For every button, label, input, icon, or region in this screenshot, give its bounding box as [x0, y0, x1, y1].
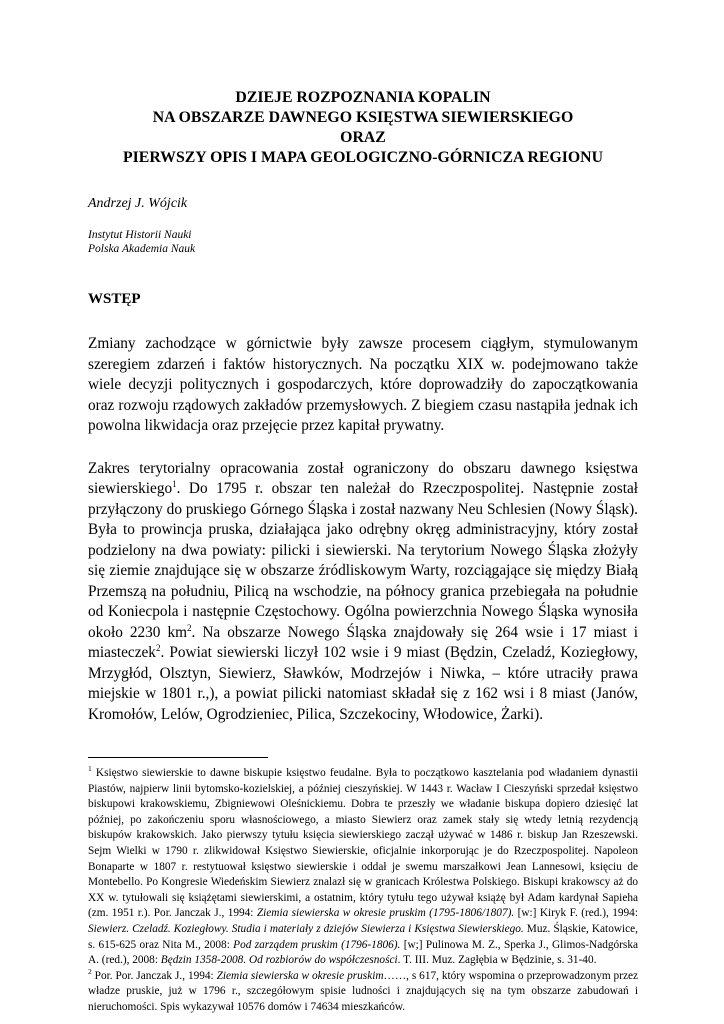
- footnote-text: [w;] Pulinowa M. Z., Sperka J., Glimos-Nadgórska A. (red.), 2008:: [88, 938, 638, 967]
- footnotes: [88, 766, 638, 1016]
- title-line: NA OBSZARZE DAWNEGO KSIĘSTWA SIEWIERSKIEGO: [152, 109, 574, 126]
- paragraph-text: . Na obszarze Nowego Śląska znajdowały się 264 wsie i 17 miast i miasteczek: [88, 623, 638, 661]
- footnote-text: [w:] Kiryk F. (red.), 1994:: [514, 907, 638, 920]
- footnote-ref-2[interactable]: 2: [155, 642, 161, 653]
- footnote-citation: Ziemia siewierska w okresie pruskim: [216, 969, 384, 982]
- footnote-text: Muz. Śląskie, Katowice, s. 615-625 oraz Nita M., 2008:: [88, 922, 638, 951]
- footnote-number: 2: [88, 966, 92, 976]
- footnote-citation: Pod zarządem pruskim (1796-1806).: [233, 938, 401, 951]
- paragraph-text: . Powiat siewierski liczył 102 wsie i 9 miast (Będzin, Czeladź, Koziegłowy, Mrzygłód, Olsztyn, Siewierz, Sławków, Modrzejów i Niwka, – które utraciły prawa miejskie w 1801 r.,), a powiat pilicki natomiast składał się z 162 wsi i 8 miast (Janów, Kromołów, Lelów, Ogrodzieniec, Pilica, Szczekociny, Włodowice, Żarki).: [88, 644, 638, 723]
- footnote-text: Księstwo siewierskie to dawne biskupie księstwo feudalne. Była to początkowo kasztelania pod władaniem dynastii Piastów, najpierw linii bytomsko-kozielskiej, a później cieszyńskiej. W 1443 r. Wacław I Cieszyński sprzedał księstwo biskupowi krakowskiemu, Zbigniewowi Oleśnickiemu. Dobra te przeszły we władanie biskupa dopiero dziesięć lat później, po zakończeniu sporu własnościowego, a miasto Siewierz oraz zamek stały się wtedy letnią rezydencją biskupów krakowskich. Jako pierwszy tytułu księcia siewierskiego zaczął używać w 1486 r. biskup Jan Rzeszewski. Sejm Wielki w 1790 r. zlikwidował Księstwo Siewierskie, oficjalnie inkorporując je do Rzeczpospolitej. Napoleon Bonaparte w 1807 r. restytuował księstwo siewierskie i oddał je swemu marszałkowi Jean Lannesowi, księciu de Montebello. Po Kongresie Wiedeńskim Siewierz znalazł się w granicach Królestwa Polskiego. Biskupi krakowscy aż do XX w. tytułowali się książętami siewierskimi, a ostatnim, który tytułu tego używał książę był Adam kardynał Sapieha (zm. 1951 r.). Por. Janczak J., 1994:: [88, 767, 638, 920]
- footnote-2: [88, 966, 639, 1016]
- superscript-2: 2: [187, 622, 192, 633]
- footnote-citation: Będzin 1358-2008. Od rozbiorów do współczesności: [160, 954, 398, 967]
- footnote-ref-1[interactable]: 1: [172, 478, 177, 489]
- footnote-1: [88, 766, 638, 969]
- footnote-citation: Siewierz. Czeladź. Koziegłowy. Studia i materiały z dziejów Siewierza i Księstwa Siewierskiego.: [88, 922, 524, 935]
- document-page: [88, 88, 638, 1016]
- title-line: DZIEJE ROZPOZNANIA KOPALIN: [235, 89, 491, 106]
- footnote-number: 1: [88, 764, 92, 774]
- paragraph: [88, 459, 638, 726]
- paragraph-text: Zakres terytorialny opracowania został ograniczony do obszaru dawnego księstwa siewierskiego: [88, 459, 638, 497]
- paper-title: [88, 88, 638, 168]
- title-line: PIERWSZY OPIS I MAPA GEOLOGICZNO-GÓRNICZA REGIONU: [123, 149, 603, 166]
- affiliation: [88, 228, 638, 256]
- footnote-text: Por. Por. Janczak J., 1994:: [91, 969, 217, 982]
- footnote-text: . T. III. Muz. Zagłębia w Będzinie, s. 31-40.: [397, 954, 597, 967]
- paragraph-text: . Do 1795 r. obszar ten należał do Rzeczpospolitej. Następnie został przyłączony do pruskiego Górnego Śląska i został nazwany Neu Schlesien (Nowy Śląsk). Była to prowincja pruska, działająca jako odrębny okręg administracyjny, który został podzielony na dwa powiaty: pilicki i siewierski. Na terytorium Nowego Śląska złożyły się ziemie znajdujące się w obszarze źródliskowym Warty, rozciągające się między Białą Przemszą na południu, Pilicą na wschodzie, na północy granica przebiegała na południe od Koniecpola i następnie Częstochowy. Ogólna powierzchnia Nowego Śląska wynosiła około 2230 km: [88, 480, 638, 641]
- affiliation-line: Polska Akademia Nauk: [88, 243, 196, 255]
- paragraph: Zmiany zachodzące w górnictwie były zawsze procesem ciągłym, stymulowanym szeregiem zdarzeń i faktów historycznych. Na początku XIX w. podejmowano także wiele decyzji politycznych i gospodarczych, które doprowadziły do zapoczątkowania oraz rozwoju rządowych zakładów przemysłowych. Z biegiem czasu nastąpiła jednak ich powolna likwidacja oraz przejęcie przez kapitał prywatny.: [88, 335, 638, 434]
- footnote-text: ……, s 617, który wspomina o przeprowadzonym przez władze pruskie, już w 1796 r., szczegółowym spisie ludności i znajdujących się na tym obszarze zabudowań i nieruchomości. Spis wykazywał 10576 domów i 74634 mieszkańców.: [88, 969, 639, 1013]
- section-heading: WSTĘP: [88, 291, 141, 307]
- author-name: Andrzej J. Wójcik: [88, 196, 188, 211]
- footnote-citation: Ziemia siewierska w okresie pruskim (1795-1806/1807).: [256, 907, 515, 920]
- footnote-divider: [88, 757, 268, 758]
- affiliation-line: Instytut Historii Nauki: [88, 229, 192, 241]
- title-line: ORAZ: [340, 129, 386, 146]
